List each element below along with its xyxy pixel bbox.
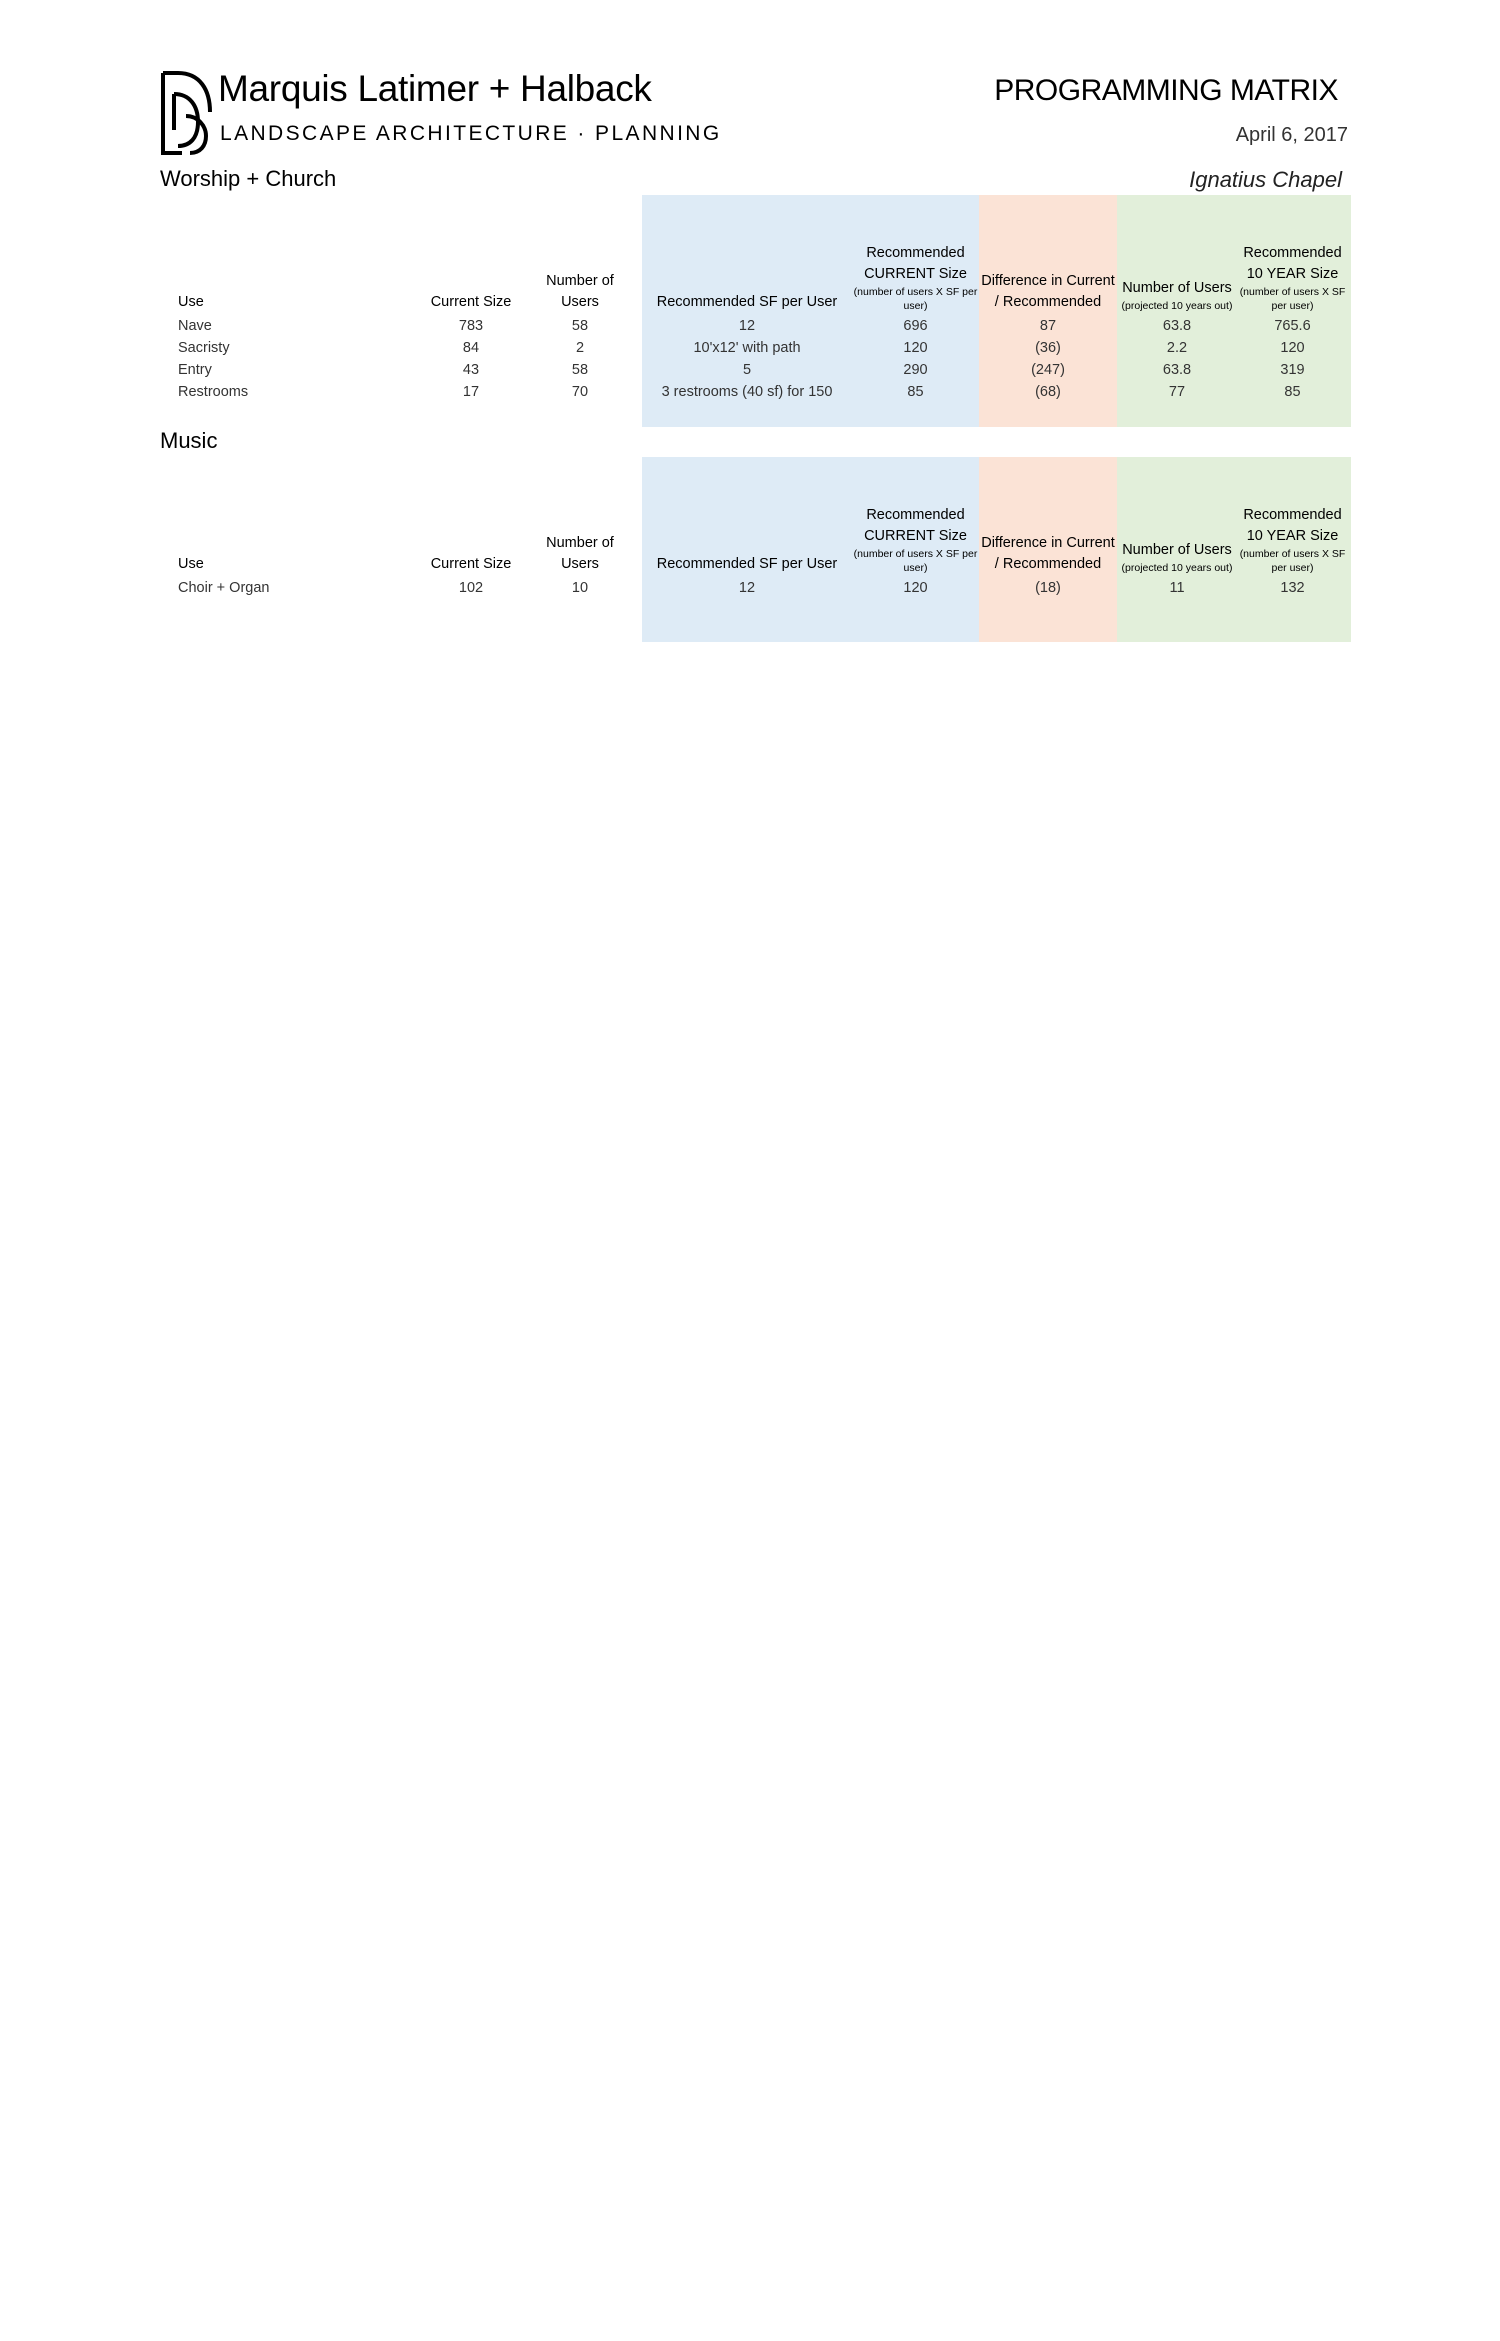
cell-current-size: 783 [458,318,484,334]
header-users-10-year: Number of Users (projected 10 years out) [1121,280,1233,312]
header-recommended-sf: Recommended SF per User [656,294,838,310]
cell-number-of-users: 10 [571,580,589,596]
header-recommended-current: Recommended CURRENT Size (number of users X SF per user) [853,507,978,574]
header-recommended-10-year: Recommended 10 YEAR Size (number of users X SF per user) [1239,245,1346,312]
cell-recommended-sf: 5 [742,362,752,378]
cell-current-size: 102 [458,580,484,596]
cell-number-of-users: 70 [571,384,589,400]
header-recommended-current: Recommended CURRENT Size (number of users X SF per user) [853,245,978,312]
header-users-10-year: Number of Users (projected 10 years out) [1121,542,1233,574]
project-name: Ignatius Chapel [1189,167,1342,192]
document-date: April 6, 2017 [1235,124,1348,146]
cell-use: Nave [178,318,212,334]
cell-difference: (247) [1031,362,1065,378]
cell-recommended-current: 290 [903,362,928,378]
cell-number-of-users: 2 [575,340,585,356]
cell-recommended-sf: 10'x12' with path [693,340,801,356]
header-difference: Difference in Current / Recommended [981,273,1115,310]
cell-use: Choir + Organ [178,580,270,596]
firm-name: Marquis Latimer + Halback [218,68,652,109]
cell-recommended-sf: 12 [738,318,756,334]
mlh-logo-icon [160,70,216,156]
firm-logo [160,68,722,160]
cell-users-10-year: 2.2 [1166,340,1188,356]
cell-difference: (68) [1035,384,1061,400]
header-use: Use [178,556,204,572]
document-title: PROGRAMMING MATRIX [994,74,1338,107]
section-title-worship: Worship + Church [160,166,337,191]
cell-recommended-10-year: 85 [1284,384,1301,400]
cell-difference: 87 [1039,318,1057,334]
cell-use: Sacristy [178,340,230,356]
cell-recommended-10-year: 132 [1280,580,1305,596]
cell-users-10-year: 11 [1169,580,1185,596]
header-recommended-sf: Recommended SF per User [656,556,838,572]
cell-users-10-year: 63.8 [1162,318,1192,334]
header-use: Use [178,294,204,310]
programming-table-music [160,457,1351,642]
cell-recommended-current: 85 [907,384,924,400]
header-number-of-users: Number of Users [546,273,614,310]
cell-recommended-10-year: 319 [1280,362,1305,378]
firm-subtitle: LANDSCAPE ARCHITECTURE · PLANNING [220,122,722,145]
programming-table-worship [160,195,1351,427]
cell-recommended-10-year: 120 [1280,340,1305,356]
cell-current-size: 84 [462,340,480,356]
header-number-of-users: Number of Users [546,535,614,572]
cell-use: Entry [178,362,212,378]
cell-use: Restrooms [178,384,249,400]
cell-users-10-year: 63.8 [1162,362,1192,378]
section-title-music: Music [160,428,218,453]
cell-recommended-current: 120 [903,580,928,596]
cell-difference: (36) [1035,340,1061,356]
cell-current-size: 43 [462,362,480,378]
cell-users-10-year: 77 [1168,384,1186,400]
header-difference: Difference in Current / Recommended [981,535,1115,572]
cell-recommended-sf: 12 [738,580,756,596]
cell-recommended-current: 696 [903,318,928,334]
cell-number-of-users: 58 [571,362,589,378]
cell-difference: (18) [1035,580,1061,596]
cell-recommended-sf: 3 restrooms (40 sf) for 150 [661,384,833,400]
header-current-size: Current Size [430,294,512,310]
header-current-size: Current Size [430,556,512,572]
cell-recommended-10-year: 765.6 [1274,318,1311,334]
cell-number-of-users: 58 [571,318,589,334]
cell-recommended-current: 120 [903,340,928,356]
header-recommended-10-year: Recommended 10 YEAR Size (number of users X SF per user) [1239,507,1346,574]
cell-current-size: 17 [462,384,480,400]
